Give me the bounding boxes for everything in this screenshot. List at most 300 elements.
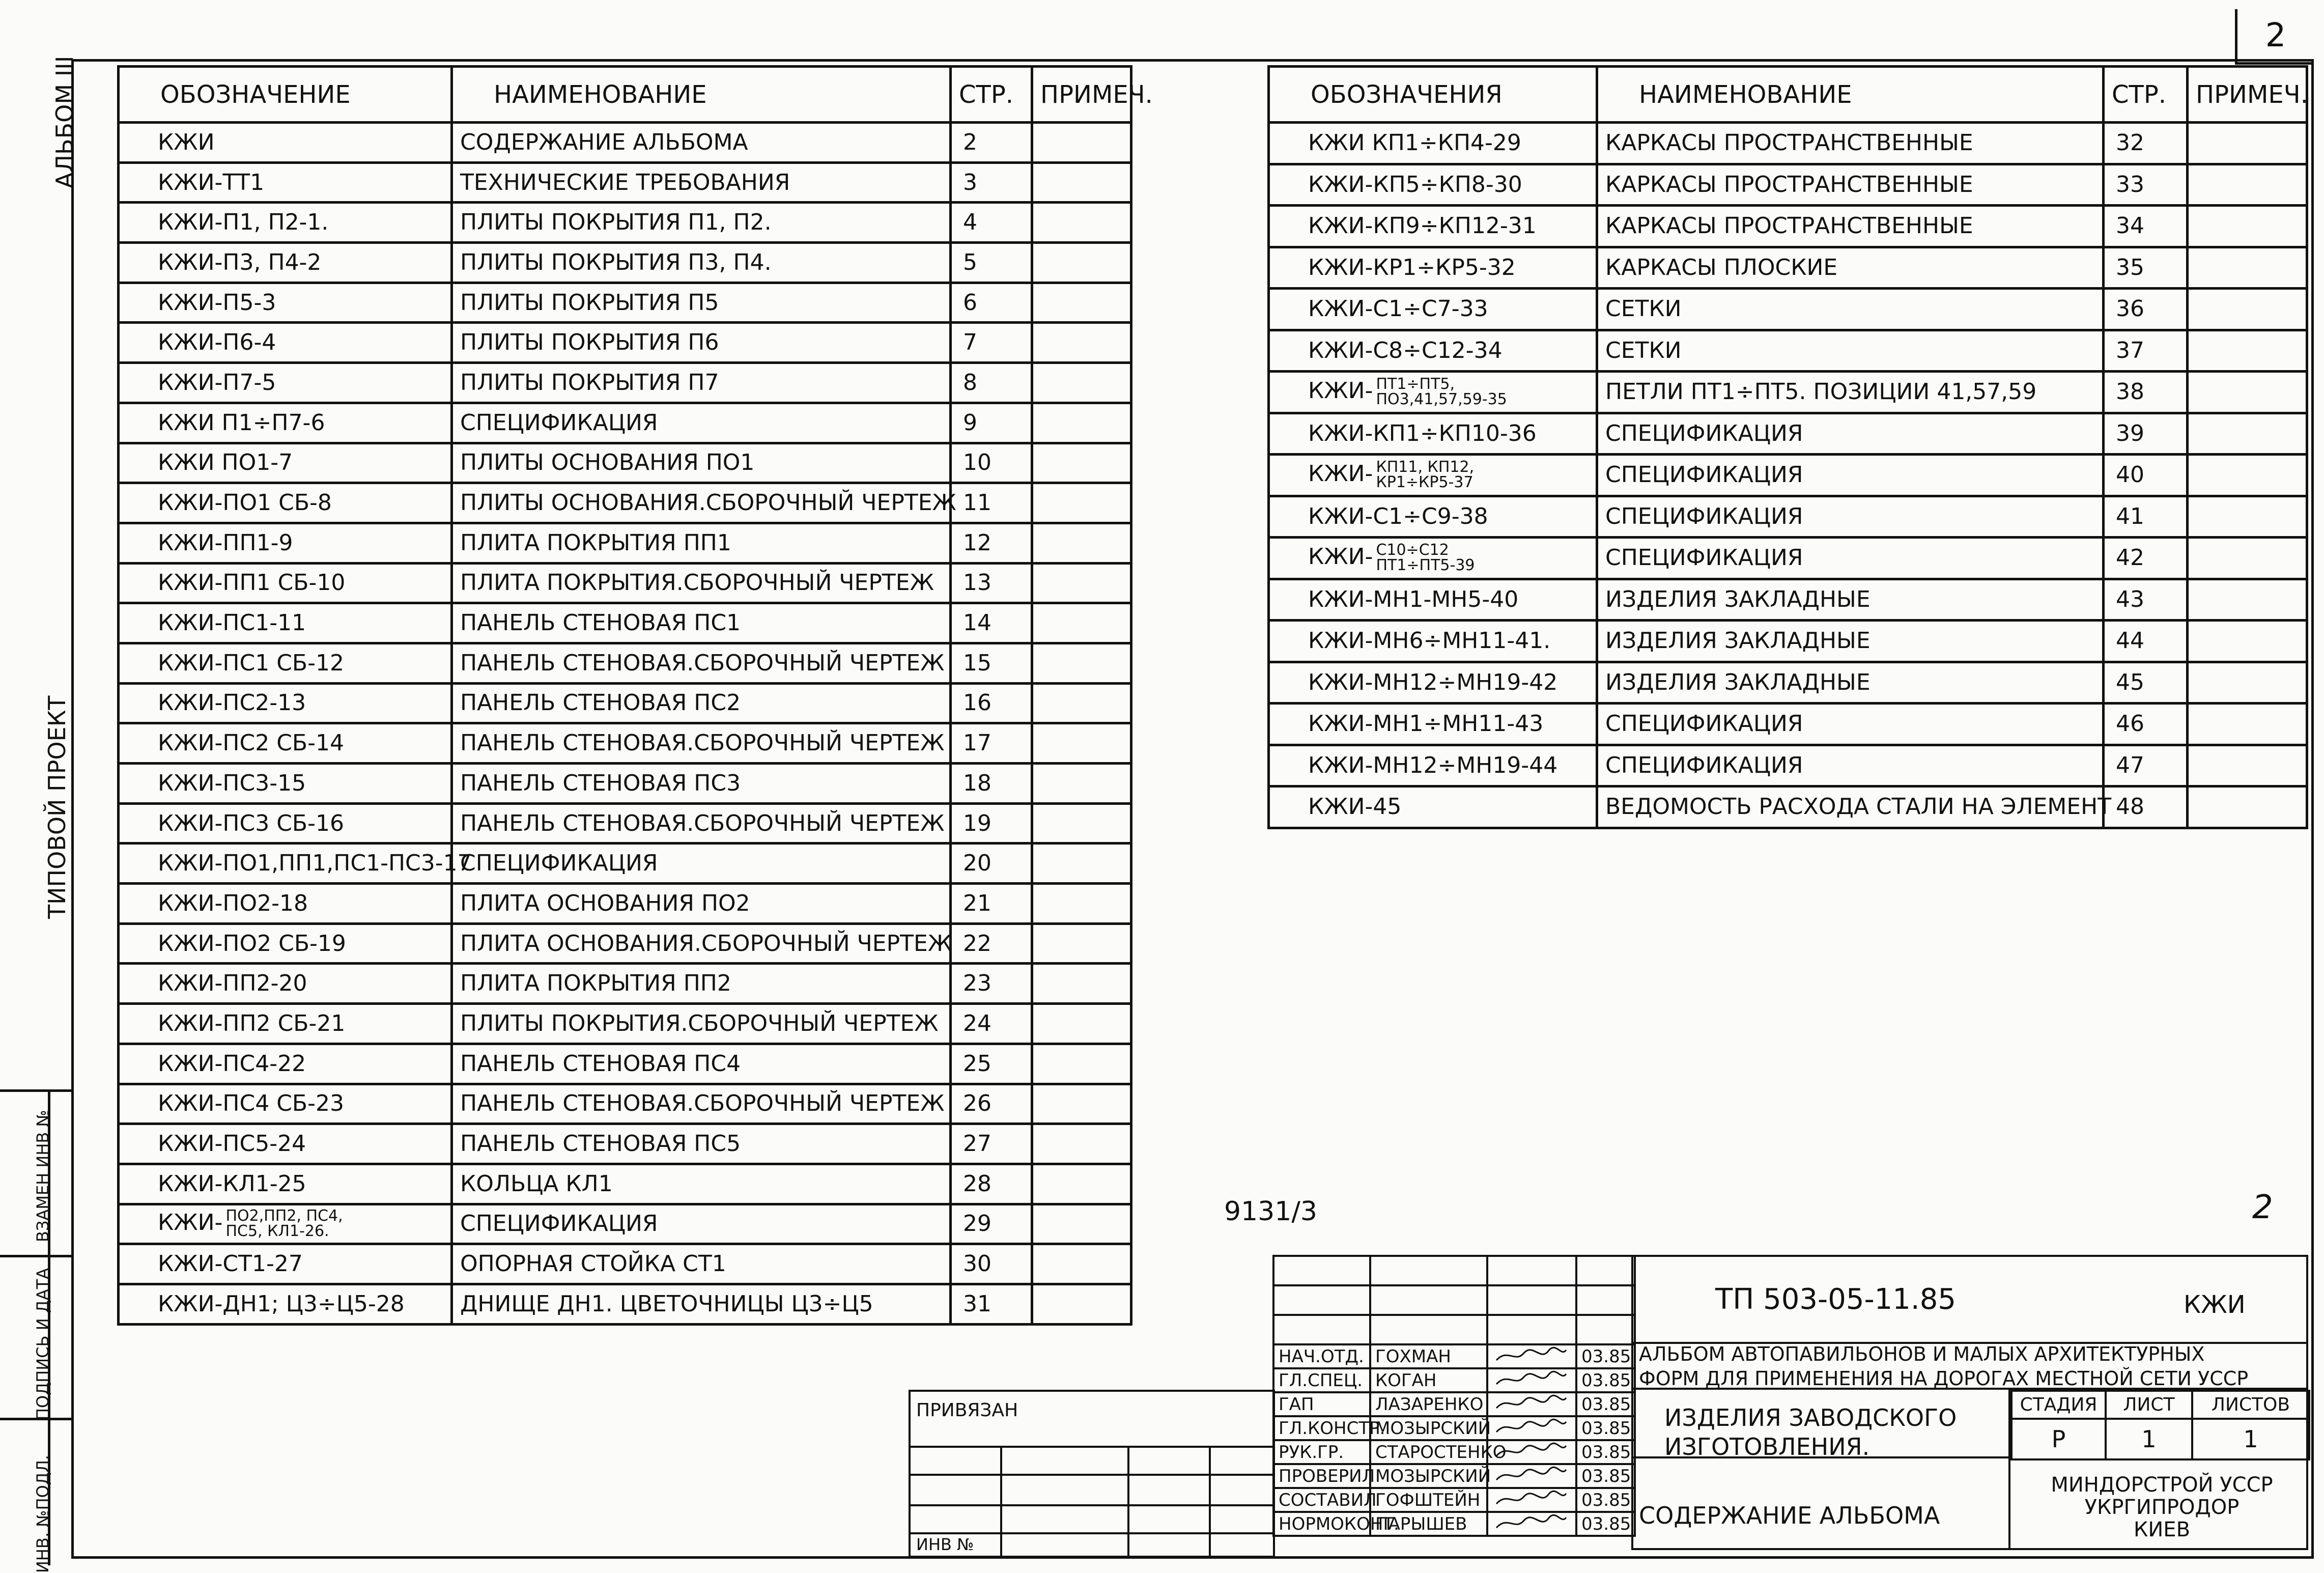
row-code <box>1269 206 1597 247</box>
row-note <box>1032 1164 1131 1204</box>
row-name: ПАНЕЛЬ СТЕНОВАЯ ПС5 <box>452 1124 951 1164</box>
left-table-header-code: ОБОЗНАЧЕНИЕ <box>119 67 452 123</box>
row-code <box>119 1204 452 1244</box>
row-code <box>119 123 452 163</box>
row-note <box>1032 1284 1131 1324</box>
row-note <box>1032 363 1131 403</box>
table-row <box>1269 455 2307 496</box>
approval-stamp <box>0 1089 71 1573</box>
row-name: ПАНЕЛЬ СТЕНОВАЯ.СБОРОЧНЫЙ ЧЕРТЕЖ <box>452 1084 951 1124</box>
table-row <box>1269 289 2307 330</box>
row-code <box>119 884 452 924</box>
signature-date: 03.85 <box>1576 1512 1635 1536</box>
row-note <box>1032 1084 1131 1124</box>
row-page: 48 <box>2104 786 2188 828</box>
row-page: 39 <box>2104 413 2188 455</box>
table-row <box>119 643 1131 683</box>
row-code-text: КЖИ-ПС3-15 <box>158 770 306 796</box>
row-code <box>119 683 452 723</box>
signature-role: ГЛ.СПЕЦ. <box>1273 1368 1370 1392</box>
row-code-text: КЖИ-ПС4 СБ-23 <box>158 1090 344 1117</box>
row-page: 43 <box>2104 579 2188 621</box>
table-row <box>119 1084 1131 1124</box>
lists-label: ЛИСТОВ <box>2192 1391 2309 1419</box>
signature-role: РУК.ГР. <box>1273 1440 1370 1464</box>
row-code-text: КЖИ <box>158 129 215 155</box>
table-row <box>119 283 1131 323</box>
signature-role: НАЧ.ОТД. <box>1273 1344 1370 1368</box>
row-note <box>2188 662 2307 704</box>
row-page: 42 <box>2104 538 2188 579</box>
row-name: ПЛИТЫ ОСНОВАНИЯ.СБОРОЧНЫЙ ЧЕРТЕЖ <box>452 483 951 523</box>
row-page: 11 <box>951 483 1032 523</box>
row-name: ПАНЕЛЬ СТЕНОВАЯ.СБОРОЧНЫЙ ЧЕРТЕЖ <box>452 643 951 683</box>
row-page: 15 <box>951 643 1032 683</box>
row-name: КАРКАСЫ ПРОСТРАНСТВЕННЫЕ <box>1597 123 2104 164</box>
left-table-header-page: СТР. <box>951 67 1032 123</box>
table-row <box>1269 579 2307 621</box>
row-code <box>1269 538 1597 579</box>
row-code <box>1269 496 1597 538</box>
row-name: ПЛИТА ПОКРЫТИЯ.СБОРОЧНЫЙ ЧЕРТЕЖ <box>452 563 951 603</box>
row-note <box>1032 844 1131 884</box>
row-code-text: КЖИ ПО1-7 <box>158 450 293 476</box>
table-row <box>119 323 1131 363</box>
signature-mark <box>1487 1392 1576 1416</box>
table-row <box>1269 496 2307 538</box>
row-name: СПЕЦИФИКАЦИЯ <box>452 844 951 884</box>
table-row <box>1269 330 2307 372</box>
table-row <box>119 1124 1131 1164</box>
row-code-text: КЖИ-ПС2-13 <box>158 690 306 716</box>
row-note <box>1032 1124 1131 1164</box>
right-table-header-row <box>1269 67 2307 123</box>
row-code-text: КЖИ П1÷П7-6 <box>158 409 325 436</box>
row-note <box>2188 579 2307 621</box>
row-code <box>119 1164 452 1204</box>
row-note <box>1032 683 1131 723</box>
row-note <box>1032 723 1131 764</box>
signature-mark <box>1487 1368 1576 1392</box>
table-row <box>119 123 1131 163</box>
table-row <box>119 523 1131 563</box>
table-row <box>1269 704 2307 745</box>
row-page: 3 <box>951 162 1032 203</box>
row-page: 35 <box>2104 247 2188 289</box>
table-row <box>119 683 1131 723</box>
signature-row <box>1273 1512 1635 1536</box>
row-code <box>1269 455 1597 496</box>
row-name: СЕТКИ <box>1597 289 2104 330</box>
row-code-text: КЖИ-КП9÷КП12-31 <box>1308 213 1537 239</box>
row-page: 9 <box>951 403 1032 443</box>
row-page: 17 <box>951 723 1032 764</box>
row-note <box>1032 123 1131 163</box>
row-note <box>1032 403 1131 443</box>
row-code <box>1269 745 1597 786</box>
row-page: 13 <box>951 563 1032 603</box>
org-institute: УКРГИПРОДОР <box>2084 1496 2240 1519</box>
row-name: ПАНЕЛЬ СТЕНОВАЯ ПС2 <box>452 683 951 723</box>
row-name: КАРКАСЫ ПРОСТРАНСТВЕННЫЕ <box>1597 206 2104 247</box>
row-name: ПЛИТЫ ПОКРЫТИЯ П3, П4. <box>452 243 951 283</box>
signature-mark <box>1487 1344 1576 1368</box>
row-code <box>119 1284 452 1324</box>
row-code-text: КЖИ-ПС3 СБ-16 <box>158 810 344 836</box>
row-note <box>1032 283 1131 323</box>
row-code <box>119 1004 452 1044</box>
row-name: СОДЕРЖАНИЕ АЛЬБОМА <box>452 123 951 163</box>
row-code-text: КЖИ-ПО2-18 <box>158 890 308 916</box>
row-name: СПЕЦИФИКАЦИЯ <box>1597 704 2104 745</box>
row-page: 16 <box>951 683 1032 723</box>
row-code <box>1269 413 1597 455</box>
row-name: ИЗДЕЛИЯ ЗАКЛАДНЫЕ <box>1597 621 2104 662</box>
row-name: ИЗДЕЛИЯ ЗАКЛАДНЫЕ <box>1597 579 2104 621</box>
row-code <box>1269 621 1597 662</box>
table-row <box>1269 786 2307 828</box>
row-name: ВЕДОМОСТЬ РАСХОДА СТАЛИ НА ЭЛЕМЕНТ <box>1597 786 2104 828</box>
row-note <box>1032 523 1131 563</box>
row-page: 6 <box>951 283 1032 323</box>
signature-role: НОРМОКОНТ. <box>1273 1512 1370 1536</box>
row-code <box>119 643 452 683</box>
row-name: КАРКАСЫ ПРОСТРАНСТВЕННЫЕ <box>1597 164 2104 206</box>
row-page: 37 <box>2104 330 2188 372</box>
row-page: 46 <box>2104 704 2188 745</box>
row-code-text: КЖИ-П6-4 <box>158 329 276 356</box>
signature-role: ГЛ.КОНСТР. <box>1273 1416 1370 1440</box>
row-note <box>1032 1244 1131 1284</box>
row-code-text: КЖИ-ПП2 СБ-21 <box>158 1010 346 1036</box>
row-name: ПЛИТЫ ОСНОВАНИЯ ПО1 <box>452 443 951 483</box>
row-page: 40 <box>2104 455 2188 496</box>
row-note <box>2188 123 2307 164</box>
sheet-title: СОДЕРЖАНИЕ АЛЬБОМА <box>1639 1502 1940 1529</box>
row-page: 28 <box>951 1164 1032 1204</box>
table-row <box>1269 662 2307 704</box>
signature-date: 03.85 <box>1576 1464 1635 1488</box>
table-row <box>1269 164 2307 206</box>
row-page: 20 <box>951 844 1032 884</box>
row-page: 25 <box>951 1044 1032 1084</box>
row-name: ПЛИТЫ ПОКРЫТИЯ П6 <box>452 323 951 363</box>
row-code <box>119 764 452 804</box>
row-code-sub <box>1376 377 1507 407</box>
signature-name: ПАРЫШЕВ <box>1370 1512 1487 1536</box>
row-code-sub <box>1376 543 1475 573</box>
signature-row <box>1273 1392 1635 1416</box>
row-code <box>1269 786 1597 828</box>
table-row <box>119 203 1131 243</box>
row-code-sub-line: ПС5, КЛ1-26. <box>225 1222 329 1241</box>
signature-mark <box>1487 1488 1576 1512</box>
row-note <box>1032 964 1131 1004</box>
row-page: 41 <box>2104 496 2188 538</box>
row-code-sub-line: С10÷С12 <box>1376 541 1449 559</box>
row-name: ПЕТЛИ ПТ1÷ПТ5. ПОЗИЦИИ 41,57,59 <box>1597 372 2104 413</box>
row-code <box>119 323 452 363</box>
row-code <box>1269 662 1597 704</box>
table-row <box>119 443 1131 483</box>
row-name: ОПОРНАЯ СТОЙКА СТ1 <box>452 1244 951 1284</box>
signature-empty-row <box>1273 1256 1635 1285</box>
row-name: ПАНЕЛЬ СТЕНОВАЯ ПС4 <box>452 1044 951 1084</box>
row-name: ПЛИТА ПОКРЫТИЯ ПП1 <box>452 523 951 563</box>
left-table-header-note: ПРИМЕЧ. <box>1032 67 1131 123</box>
row-code <box>119 243 452 283</box>
row-code <box>1269 289 1597 330</box>
row-note <box>1032 1004 1131 1044</box>
signature-role: СОСТАВИЛ <box>1273 1488 1370 1512</box>
row-note <box>1032 923 1131 964</box>
row-code-text: КЖИ- <box>1308 461 1373 487</box>
row-name: СПЕЦИФИКАЦИЯ <box>1597 496 2104 538</box>
row-note <box>1032 443 1131 483</box>
row-page: 12 <box>951 523 1032 563</box>
table-row <box>119 923 1131 964</box>
row-code-text: КЖИ-ТТ1 <box>158 169 265 195</box>
album-title-1: АЛЬБОМ АВТОПАВИЛЬОНОВ И МАЛЫХ АРХИТЕКТУРНЫХ <box>1639 1343 2205 1365</box>
row-note <box>1032 243 1131 283</box>
row-page: 5 <box>951 243 1032 283</box>
table-row <box>1269 538 2307 579</box>
signature-row <box>1273 1464 1635 1488</box>
organization <box>2016 1474 2308 1541</box>
signature-date: 03.85 <box>1576 1416 1635 1440</box>
row-code-text: КЖИ-ПС5-24 <box>158 1131 306 1157</box>
album-title-2: ФОРМ ДЛЯ ПРИМЕНЕНИЯ НА ДОРОГАХ МЕСТНОЙ СЕТИ УССР <box>1639 1367 2249 1390</box>
row-page: 45 <box>2104 662 2188 704</box>
row-page: 38 <box>2104 372 2188 413</box>
table-row <box>119 1044 1131 1084</box>
row-code-sub-line: ПТ1÷ПТ5-39 <box>1376 556 1475 575</box>
row-code-text: КЖИ-МН12÷МН19-42 <box>1308 669 1558 695</box>
row-page: 29 <box>951 1204 1032 1244</box>
org-ministry: МИНДОРСТРОЙ УССР <box>2051 1473 2273 1497</box>
table-row <box>1269 413 2307 455</box>
signature-name: ЛАЗАРЕНКО <box>1370 1392 1487 1416</box>
row-note <box>1032 323 1131 363</box>
row-name: ДНИЩЕ ДН1. ЦВЕТОЧНИЦЫ Ц3÷Ц5 <box>452 1284 951 1324</box>
row-code <box>119 443 452 483</box>
row-code <box>119 523 452 563</box>
row-code <box>119 403 452 443</box>
row-name: ПЛИТА ОСНОВАНИЯ.СБОРОЧНЫЙ ЧЕРТЕЖ <box>452 923 951 964</box>
row-code <box>119 964 452 1004</box>
product-title-1: ИЗДЕЛИЯ ЗАВОДСКОГО <box>1664 1404 1957 1431</box>
table-row <box>1269 745 2307 786</box>
row-name: СПЕЦИФИКАЦИЯ <box>452 403 951 443</box>
row-code-text: КЖИ-П3, П4-2 <box>158 249 322 275</box>
row-code <box>119 363 452 403</box>
table-row <box>1269 247 2307 289</box>
row-note <box>1032 884 1131 924</box>
row-note <box>2188 745 2307 786</box>
list-value: 1 <box>2106 1419 2192 1459</box>
signature-row <box>1273 1488 1635 1512</box>
row-note <box>2188 289 2307 330</box>
left-table-header-row <box>119 67 1131 123</box>
row-code <box>119 203 452 243</box>
row-code <box>119 603 452 643</box>
table-row <box>119 803 1131 844</box>
project-mark: КЖИ <box>2184 1290 2246 1319</box>
row-page: 14 <box>951 603 1032 643</box>
right-table-header-code: ОБОЗНАЧЕНИЯ <box>1269 67 1597 123</box>
row-page: 2 <box>951 123 1032 163</box>
row-code <box>119 803 452 844</box>
row-name: КОЛЬЦА КЛ1 <box>452 1164 951 1204</box>
table-row <box>119 603 1131 643</box>
signature-mark <box>1487 1512 1576 1536</box>
table-row <box>119 1244 1131 1284</box>
row-name: ПЛИТА ОСНОВАНИЯ ПО2 <box>452 884 951 924</box>
row-code <box>1269 123 1597 164</box>
signature-name: МОЗЫРСКИЙ <box>1370 1464 1487 1488</box>
signature-date: 03.85 <box>1576 1368 1635 1392</box>
contents-table-right <box>1267 65 2308 829</box>
row-code-text: КЖИ-ДН1; Ц3÷Ц5-28 <box>158 1290 405 1317</box>
row-name: ИЗДЕЛИЯ ЗАКЛАДНЫЕ <box>1597 662 2104 704</box>
signature-name: СТАРОСТЕНКО <box>1370 1440 1487 1464</box>
signature-row <box>1273 1344 1635 1368</box>
table-row <box>119 844 1131 884</box>
row-note <box>2188 247 2307 289</box>
row-note <box>1032 162 1131 203</box>
row-note <box>1032 1204 1131 1244</box>
row-note <box>2188 413 2307 455</box>
signature-empty-row <box>1273 1285 1635 1315</box>
signature-row <box>1273 1416 1635 1440</box>
row-code <box>119 563 452 603</box>
table-row <box>119 363 1131 403</box>
row-page: 23 <box>951 964 1032 1004</box>
row-name: СПЕЦИФИКАЦИЯ <box>1597 538 2104 579</box>
row-note <box>2188 621 2307 662</box>
row-code <box>1269 372 1597 413</box>
row-page: 33 <box>2104 164 2188 206</box>
row-code-text: КЖИ-П5-3 <box>158 289 276 316</box>
row-note <box>1032 483 1131 523</box>
row-code <box>119 1244 452 1284</box>
row-code <box>119 283 452 323</box>
row-name: ПЛИТЫ ПОКРЫТИЯ П7 <box>452 363 951 403</box>
row-code-text: КЖИ-ПО1 СБ-8 <box>158 490 332 516</box>
row-note <box>1032 803 1131 844</box>
stamp-label-inv: ИНВ. №ПОДЛ. <box>33 1454 52 1573</box>
signature-mark <box>1487 1440 1576 1464</box>
row-code <box>1269 164 1597 206</box>
row-note <box>2188 206 2307 247</box>
right-table-header-name: НАИМЕНОВАНИЕ <box>1597 67 2104 123</box>
row-name: ТЕХНИЧЕСКИЕ ТРЕБОВАНИЯ <box>452 162 951 203</box>
row-page: 19 <box>951 803 1032 844</box>
lists-value: 1 <box>2192 1419 2309 1459</box>
row-code-text: КЖИ-ПС4-22 <box>158 1050 306 1077</box>
row-note <box>1032 203 1131 243</box>
row-code <box>1269 330 1597 372</box>
row-name: ПЛИТЫ ПОКРЫТИЯ П5 <box>452 283 951 323</box>
row-code-text: КЖИ-С1÷С9-38 <box>1308 503 1488 529</box>
table-row <box>119 1004 1131 1044</box>
row-code-text: КЖИ-СТ1-27 <box>158 1251 303 1277</box>
signature-mark <box>1487 1416 1576 1440</box>
row-note <box>2188 496 2307 538</box>
table-row <box>119 1204 1131 1244</box>
table-row <box>1269 372 2307 413</box>
row-code <box>119 1084 452 1124</box>
signature-row <box>1273 1440 1635 1464</box>
row-code-text: КЖИ-КП1÷КП10-36 <box>1308 420 1537 446</box>
row-name: ПЛИТЫ ПОКРЫТИЯ П1, П2. <box>452 203 951 243</box>
row-code-sub <box>225 1209 343 1239</box>
stage-label: СТАДИЯ <box>2011 1391 2106 1419</box>
row-name: ПАНЕЛЬ СТЕНОВАЯ ПС1 <box>452 603 951 643</box>
row-page: 31 <box>951 1284 1032 1324</box>
right-table-header-note: ПРИМЕЧ. <box>2188 67 2307 123</box>
row-code-text: КЖИ-КП5÷КП8-30 <box>1308 171 1522 198</box>
signature-empty-row <box>1273 1315 1635 1344</box>
signature-date: 03.85 <box>1576 1488 1635 1512</box>
row-page: 36 <box>2104 289 2188 330</box>
row-code <box>1269 704 1597 745</box>
row-note <box>2188 164 2307 206</box>
doc-number: 9131/3 <box>1224 1196 1317 1227</box>
project-label: ТИПОВОЙ ПРОЕКТ <box>43 695 71 919</box>
bound-label: ПРИВЯЗАН <box>916 1400 1018 1421</box>
row-code-text: КЖИ-ПО1,ПП1,ПС1-ПС3-17 <box>158 850 472 877</box>
left-margin <box>0 0 78 1573</box>
row-note <box>1032 643 1131 683</box>
row-code-text: КЖИ-ПП1 СБ-10 <box>158 570 346 596</box>
row-page: 22 <box>951 923 1032 964</box>
row-code-sub <box>1376 460 1474 490</box>
row-page: 7 <box>951 323 1032 363</box>
stage-value: Р <box>2011 1419 2106 1459</box>
row-code <box>119 723 452 764</box>
row-code-text: КЖИ-МН6÷МН11-41. <box>1308 628 1551 654</box>
row-code-text: КЖИ-МН1-МН5-40 <box>1308 586 1519 612</box>
row-note <box>2188 786 2307 828</box>
row-code-sub-line: ПО2,ПП2, ПС4, <box>225 1207 343 1225</box>
table-row <box>119 483 1131 523</box>
row-page: 8 <box>951 363 1032 403</box>
row-code-text: КЖИ- <box>158 1210 223 1236</box>
album-label: АЛЬБОМ III <box>51 55 78 188</box>
stamp-label-sign: ПОДПИСЬ И ДАТА <box>33 1268 52 1420</box>
row-page: 27 <box>951 1124 1032 1164</box>
table-row <box>119 964 1131 1004</box>
row-code-text: КЖИ-С1÷С7-33 <box>1308 296 1488 322</box>
row-name: ПАНЕЛЬ СТЕНОВАЯ.СБОРОЧНЫЙ ЧЕРТЕЖ <box>452 723 951 764</box>
row-name: КАРКАСЫ ПЛОСКИЕ <box>1597 247 2104 289</box>
row-code <box>119 1044 452 1084</box>
row-name: ПЛИТА ПОКРЫТИЯ ПП2 <box>452 964 951 1004</box>
signature-role: ГАП <box>1273 1392 1370 1416</box>
signature-name: ГОФШТЕЙН <box>1370 1488 1487 1512</box>
table-row <box>119 1284 1131 1324</box>
stamp-label-replace: ВЗАМЕН ИНВ № <box>33 1110 52 1242</box>
row-page: 44 <box>2104 621 2188 662</box>
row-code-text: КЖИ- <box>1308 378 1373 404</box>
row-code-text: КЖИ-С8÷С12-34 <box>1308 337 1503 363</box>
table-row <box>119 764 1131 804</box>
row-code-text: КЖИ-45 <box>1308 794 1402 820</box>
page-number: 2 <box>2235 9 2314 65</box>
table-row <box>119 243 1131 283</box>
signature-date: 03.85 <box>1576 1392 1635 1416</box>
